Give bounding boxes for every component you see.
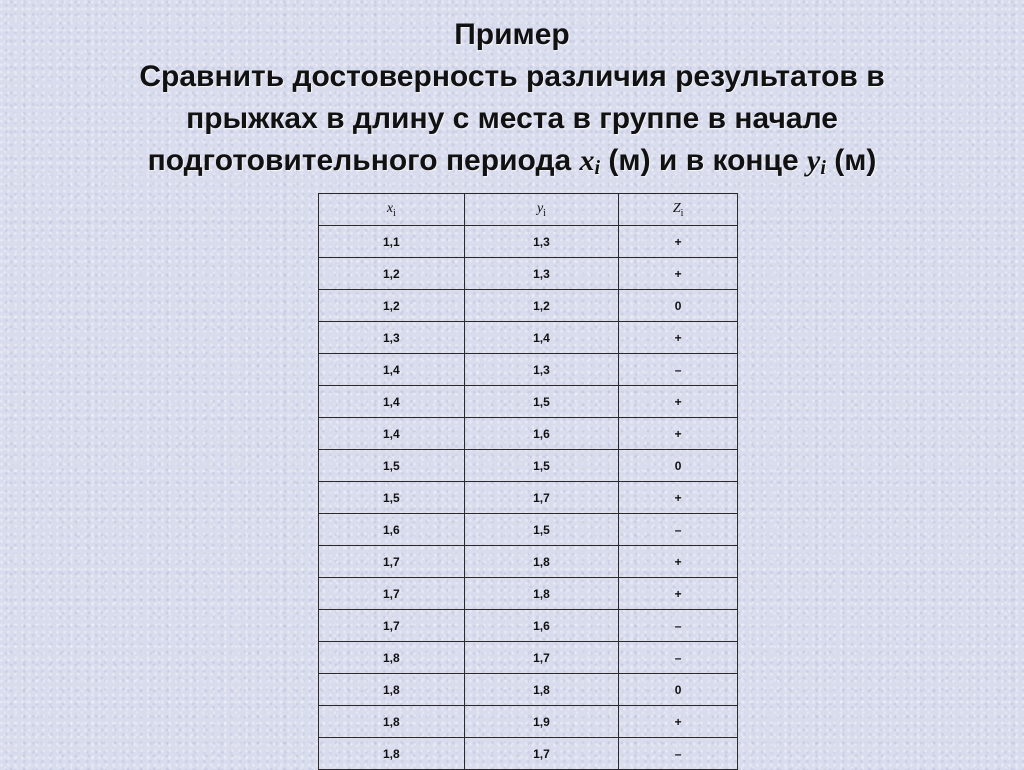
title-line-4-mid: (м) и в конце	[600, 144, 808, 177]
cell-zi: –	[619, 642, 738, 674]
x-variable	[580, 144, 601, 177]
cell-yi: 1,5	[464, 514, 619, 546]
cell-zi: 0	[619, 674, 738, 706]
cell-zi: –	[619, 738, 738, 770]
title-line-1: Пример	[454, 18, 570, 51]
cell-yi: 1,4	[464, 322, 619, 354]
table-row	[319, 482, 738, 514]
cell-yi: 1,7	[464, 738, 619, 770]
cell-xi: 1,4	[319, 418, 465, 450]
title-line-4-suffix: (м)	[825, 144, 877, 177]
cell-zi: +	[619, 418, 738, 450]
cell-yi: 1,6	[464, 418, 619, 450]
y-variable	[807, 144, 826, 177]
cell-xi: 1,5	[319, 450, 465, 482]
header-yi-sub: i	[543, 207, 546, 219]
slide-title	[0, 14, 1024, 182]
cell-yi: 1,5	[464, 450, 619, 482]
cell-zi: +	[619, 258, 738, 290]
header-yi-var: y	[536, 200, 544, 216]
cell-zi: +	[619, 706, 738, 738]
cell-xi: 1,1	[319, 226, 465, 258]
header-xi	[319, 194, 465, 226]
cell-zi: +	[619, 482, 738, 514]
cell-xi: 1,4	[319, 386, 465, 418]
cell-yi: 1,5	[464, 386, 619, 418]
header-yi	[464, 194, 619, 226]
cell-yi: 1,3	[464, 354, 619, 386]
cell-zi: +	[619, 386, 738, 418]
cell-xi: 1,2	[319, 258, 465, 290]
results-table	[318, 193, 738, 770]
cell-zi: +	[619, 322, 738, 354]
cell-xi: 1,5	[319, 482, 465, 514]
table-header-row	[319, 194, 738, 226]
cell-yi: 1,8	[464, 674, 619, 706]
cell-yi: 1,3	[464, 226, 619, 258]
table-row	[319, 258, 738, 290]
header-zi-sub: i	[680, 207, 684, 219]
cell-yi: 1,2	[464, 290, 619, 322]
cell-xi: 1,8	[319, 674, 465, 706]
cell-zi: +	[619, 578, 738, 610]
cell-zi: 0	[619, 290, 738, 322]
cell-xi: 1,3	[319, 322, 465, 354]
cell-yi: 1,3	[464, 258, 619, 290]
cell-xi: 1,8	[319, 642, 465, 674]
cell-yi: 1,8	[464, 546, 619, 578]
header-xi-var: x	[386, 200, 394, 216]
cell-yi: 1,9	[464, 706, 619, 738]
cell-zi: +	[619, 226, 738, 258]
table-row	[319, 610, 738, 642]
table-row	[319, 514, 738, 546]
cell-xi: 1,7	[319, 610, 465, 642]
title-line-2: Сравнить достоверность различия результатов в	[139, 60, 885, 93]
cell-yi: 1,7	[464, 642, 619, 674]
table-row	[319, 706, 738, 738]
cell-xi: 1,8	[319, 738, 465, 770]
cell-zi: +	[619, 546, 738, 578]
y-variable-subscript: i	[820, 157, 826, 179]
table-row	[319, 354, 738, 386]
table-row	[319, 674, 738, 706]
title-line-4	[0, 140, 1024, 182]
header-zi-var: Z	[672, 200, 681, 216]
x-variable-subscript: i	[594, 157, 601, 179]
x-variable-letter: x	[579, 144, 595, 177]
cell-xi: 1,6	[319, 514, 465, 546]
cell-xi: 1,7	[319, 546, 465, 578]
cell-xi: 1,8	[319, 706, 465, 738]
table-body	[319, 226, 738, 770]
cell-zi: –	[619, 514, 738, 546]
table-row	[319, 546, 738, 578]
header-zi	[619, 194, 738, 226]
table-row	[319, 450, 738, 482]
cell-zi: –	[619, 610, 738, 642]
cell-zi: –	[619, 354, 738, 386]
cell-yi: 1,8	[464, 578, 619, 610]
cell-yi: 1,7	[464, 482, 619, 514]
table-row	[319, 226, 738, 258]
cell-yi: 1,6	[464, 610, 619, 642]
table-row	[319, 738, 738, 770]
y-variable-letter: y	[807, 144, 821, 177]
table-row	[319, 290, 738, 322]
table-row	[319, 578, 738, 610]
cell-xi: 1,7	[319, 578, 465, 610]
title-line-3: прыжках в длину с места в группе в начале	[186, 102, 838, 135]
table-row	[319, 642, 738, 674]
cell-xi: 1,4	[319, 354, 465, 386]
table-row	[319, 322, 738, 354]
cell-zi: 0	[619, 450, 738, 482]
table-row	[319, 386, 738, 418]
table-row	[319, 418, 738, 450]
title-line-4-prefix: подготовительного периода	[147, 144, 580, 177]
cell-xi: 1,2	[319, 290, 465, 322]
header-xi-sub: i	[393, 207, 396, 219]
